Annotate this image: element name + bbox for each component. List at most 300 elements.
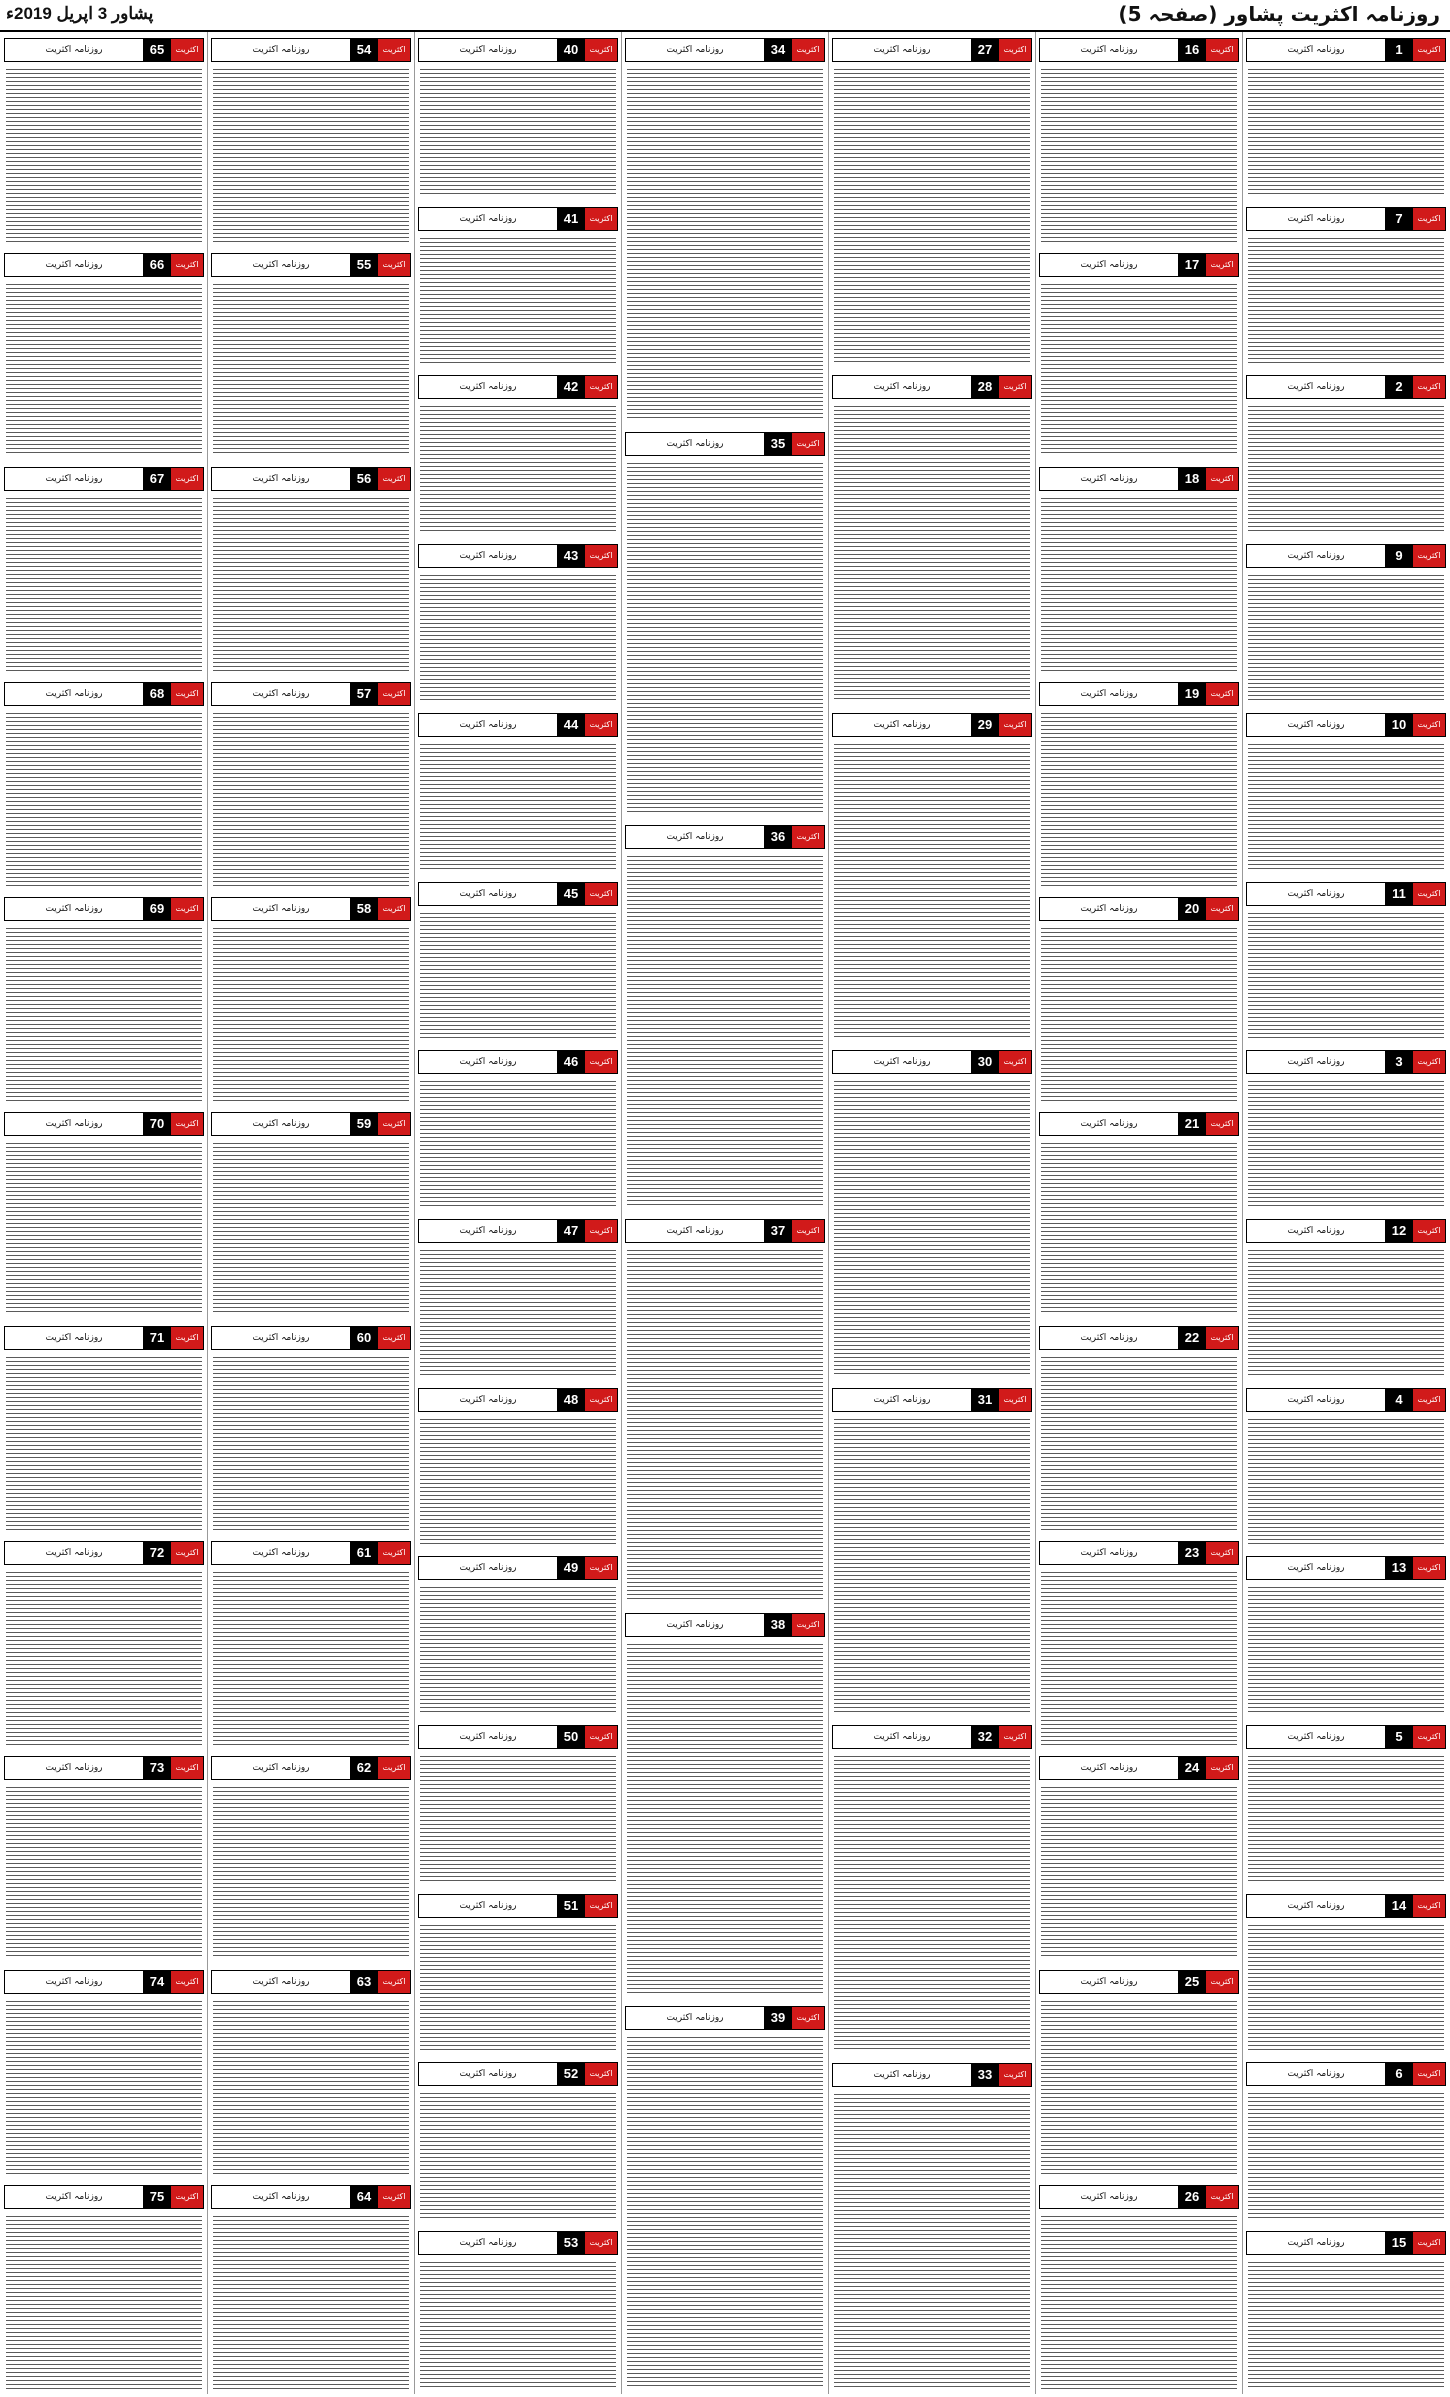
news-brief: [418, 1382, 618, 1551]
red-tag: اکثریت: [1413, 1220, 1445, 1242]
brief-number: 65: [143, 39, 171, 61]
red-tag: اکثریت: [792, 2007, 824, 2029]
news-brief: [4, 676, 204, 891]
news-brief: [418, 876, 618, 1045]
red-tag: اکثریت: [999, 1726, 1031, 1748]
red-tag: اکثریت: [585, 1220, 617, 1242]
news-brief: [1246, 1382, 1446, 1551]
brief-number: 14: [1385, 1895, 1413, 1917]
brief-number: 38: [764, 1614, 792, 1636]
brief-source-label: روزنامہ اکثریت: [873, 2069, 931, 2080]
red-tag: اکثریت: [171, 683, 203, 705]
brief-number: 32: [971, 1726, 999, 1748]
news-brief: [4, 1750, 204, 1965]
red-tag: اکثریت: [585, 2063, 617, 2085]
brief-header: [1246, 713, 1446, 737]
brief-number: 50: [557, 1726, 585, 1748]
red-tag: اکثریت: [1206, 2186, 1238, 2208]
news-brief: [418, 707, 618, 876]
brief-number: 11: [1385, 883, 1413, 905]
brief-number: 49: [557, 1557, 585, 1579]
brief-source-label: روزنامہ اکثریت: [1287, 1057, 1345, 1068]
red-tag: اکثریت: [1413, 883, 1445, 905]
brief-source-label: روزنامہ اکثریت: [1080, 45, 1138, 55]
brief-body-text: [834, 1419, 1030, 1714]
brief-body-text: [1248, 238, 1444, 365]
brief-number: 43: [557, 545, 585, 567]
brief-source-label: روزنامہ اکثریت: [459, 45, 517, 55]
brief-source-label: روزنامہ اکثریت: [666, 2013, 724, 2024]
brief-header: [1039, 897, 1239, 921]
brief-body-text: [1248, 406, 1444, 533]
brief-source-label: روزنامہ اکثریت: [873, 1394, 931, 1405]
red-tag: اکثریت: [1413, 2063, 1445, 2085]
brief-source-label: روزنامہ اکثریت: [252, 1548, 310, 1559]
news-brief: [1039, 1750, 1239, 1965]
brief-header: [1039, 467, 1239, 491]
brief-header: [625, 825, 825, 849]
brief-body-text: [1248, 1756, 1444, 1883]
brief-header: [4, 1326, 204, 1350]
brief-header: [418, 1219, 618, 1243]
news-brief: [1246, 2056, 1446, 2225]
red-tag: اکثریت: [171, 468, 203, 490]
red-tag: اکثریت: [999, 39, 1031, 61]
brief-header: [418, 38, 618, 62]
brief-header: [4, 467, 204, 491]
brief-number: 71: [143, 1327, 171, 1349]
red-tag: اکثریت: [792, 1614, 824, 1636]
brief-number: 6: [1385, 2063, 1413, 2085]
brief-header: [1246, 375, 1446, 399]
news-column: [418, 32, 618, 2394]
brief-body-text: [1248, 2093, 1444, 2220]
red-tag: اکثریت: [378, 1971, 410, 1993]
brief-header: [211, 682, 411, 706]
news-column: [1039, 32, 1239, 2394]
brief-source-label: روزنامہ اکثریت: [873, 45, 931, 55]
brief-header: [4, 1756, 204, 1780]
red-tag: اکثریت: [1413, 376, 1445, 398]
red-tag: اکثریت: [378, 39, 410, 61]
brief-body-text: [627, 69, 823, 421]
news-brief: [832, 1382, 1032, 1719]
red-tag: اکثریت: [1206, 898, 1238, 920]
red-tag: اکثریت: [1413, 39, 1445, 61]
brief-source-label: روزنامہ اکثریت: [45, 1118, 103, 1129]
brief-number: 26: [1178, 2186, 1206, 2208]
news-brief: [211, 1320, 411, 1535]
news-brief: [418, 201, 618, 370]
brief-source-label: روزنامہ اکثریت: [1287, 1563, 1345, 1574]
brief-header: [418, 882, 618, 906]
brief-source-label: روزنامہ اکثریت: [459, 1394, 517, 1405]
news-brief: [1246, 1550, 1446, 1719]
brief-number: 60: [350, 1327, 378, 1349]
news-brief: [4, 1535, 204, 1750]
brief-number: 63: [350, 1971, 378, 1993]
news-brief: [418, 1888, 618, 2057]
brief-number: 51: [557, 1895, 585, 1917]
brief-header: [1246, 1556, 1446, 1580]
brief-body-text: [1041, 284, 1237, 457]
brief-body-text: [420, 1587, 616, 1714]
brief-source-label: روزنامہ اکثریت: [1080, 1762, 1138, 1773]
brief-body-text: [627, 1250, 823, 1602]
brief-body-text: [1041, 1787, 1237, 1960]
red-tag: اکثریت: [171, 1971, 203, 1993]
red-tag: اکثریت: [1413, 1389, 1445, 1411]
brief-header: [1039, 38, 1239, 62]
brief-number: 2: [1385, 376, 1413, 398]
news-brief: [1246, 2225, 1446, 2394]
news-column: [4, 32, 204, 2394]
brief-number: 46: [557, 1051, 585, 1073]
brief-number: 70: [143, 1113, 171, 1135]
brief-source-label: روزنامہ اکثریت: [1080, 903, 1138, 914]
news-brief: [1246, 876, 1446, 1045]
brief-source-label: روزنامہ اکثریت: [459, 1057, 517, 1068]
brief-number: 61: [350, 1542, 378, 1564]
red-tag: اکثریت: [171, 1542, 203, 1564]
brief-source-label: روزنامہ اکثریت: [459, 551, 517, 562]
red-tag: اکثریت: [585, 1895, 617, 1917]
brief-source-label: روزنامہ اکثریت: [252, 474, 310, 485]
brief-source-label: روزنامہ اکثریت: [666, 1225, 724, 1236]
brief-header: [1039, 1112, 1239, 1136]
brief-number: 66: [143, 254, 171, 276]
brief-number: 21: [1178, 1113, 1206, 1135]
brief-number: 75: [143, 2186, 171, 2208]
brief-body-text: [213, 928, 409, 1101]
brief-header: [832, 1050, 1032, 1074]
brief-number: 44: [557, 714, 585, 736]
red-tag: اکثریت: [585, 39, 617, 61]
brief-header: [418, 544, 618, 568]
news-brief: [4, 1106, 204, 1321]
brief-header: [211, 1112, 411, 1136]
brief-source-label: روزنامہ اکثریت: [45, 1762, 103, 1773]
brief-source-label: روزنامہ اکثریت: [252, 1118, 310, 1129]
brief-body-text: [420, 1756, 616, 1883]
brief-source-label: روزنامہ اکثریت: [45, 2192, 103, 2203]
brief-body-text: [420, 2262, 616, 2389]
brief-source-label: روزنامہ اکثریت: [252, 903, 310, 914]
brief-source-label: روزنامہ اکثریت: [459, 1900, 517, 1911]
brief-number: 10: [1385, 714, 1413, 736]
brief-number: 22: [1178, 1327, 1206, 1349]
brief-number: 64: [350, 2186, 378, 2208]
news-brief: [211, 2179, 411, 2394]
brief-body-text: [1248, 913, 1444, 1040]
news-brief: [1246, 1213, 1446, 1382]
brief-source-label: روزنامہ اکثریت: [1287, 1394, 1345, 1405]
news-column: [625, 32, 825, 2394]
brief-number: 36: [764, 826, 792, 848]
brief-source-label: روزنامہ اکثریت: [1080, 1118, 1138, 1129]
brief-source-label: روزنامہ اکثریت: [45, 474, 103, 485]
brief-number: 45: [557, 883, 585, 905]
brief-number: 58: [350, 898, 378, 920]
red-tag: اکثریت: [585, 883, 617, 905]
news-brief: [211, 247, 411, 462]
brief-header: [832, 2063, 1032, 2087]
brief-body-text: [213, 2001, 409, 2174]
brief-header: [4, 897, 204, 921]
red-tag: اکثریت: [378, 1757, 410, 1779]
brief-number: 72: [143, 1542, 171, 1564]
brief-body-text: [1041, 928, 1237, 1101]
brief-body-text: [1041, 1143, 1237, 1316]
news-brief: [211, 676, 411, 891]
news-brief: [4, 1320, 204, 1535]
column-rule: [207, 32, 208, 2394]
news-brief: [625, 426, 825, 820]
brief-number: 30: [971, 1051, 999, 1073]
brief-body-text: [834, 1756, 1030, 2051]
red-tag: اکثریت: [585, 208, 617, 230]
brief-header: [211, 467, 411, 491]
red-tag: اکثریت: [1413, 545, 1445, 567]
brief-source-label: روزنامہ اکثریت: [459, 1225, 517, 1236]
brief-header: [832, 375, 1032, 399]
brief-number: 57: [350, 683, 378, 705]
news-brief: [625, 819, 825, 1213]
news-brief: [1039, 1106, 1239, 1321]
brief-body-text: [1248, 575, 1444, 702]
brief-header: [211, 897, 411, 921]
news-brief: [1039, 1535, 1239, 1750]
brief-body-text: [6, 1572, 202, 1745]
red-tag: اکثریت: [1206, 468, 1238, 490]
red-tag: اکثریت: [378, 468, 410, 490]
brief-number: 59: [350, 1113, 378, 1135]
brief-source-label: روزنامہ اکثریت: [459, 2238, 517, 2249]
brief-number: 56: [350, 468, 378, 490]
brief-number: 74: [143, 1971, 171, 1993]
brief-header: [4, 2185, 204, 2209]
red-tag: اکثریت: [792, 826, 824, 848]
news-brief: [1039, 676, 1239, 891]
red-tag: اکثریت: [585, 1389, 617, 1411]
red-tag: اکثریت: [585, 545, 617, 567]
news-brief: [625, 2000, 825, 2394]
brief-header: [1246, 38, 1446, 62]
red-tag: اکثریت: [585, 376, 617, 398]
brief-header: [1039, 253, 1239, 277]
brief-header: [211, 2185, 411, 2209]
brief-number: 35: [764, 433, 792, 455]
brief-body-text: [6, 713, 202, 886]
brief-number: 67: [143, 468, 171, 490]
brief-body-text: [627, 856, 823, 1208]
brief-body-text: [6, 1787, 202, 1960]
brief-body-text: [213, 1787, 409, 1960]
red-tag: اکثریت: [1206, 1327, 1238, 1349]
news-brief: [1039, 247, 1239, 462]
news-brief: [832, 707, 1032, 1044]
red-tag: اکثریت: [585, 1557, 617, 1579]
brief-header: [625, 2006, 825, 2030]
brief-body-text: [6, 1143, 202, 1316]
brief-body-text: [6, 1357, 202, 1530]
brief-source-label: روزنامہ اکثریت: [1287, 382, 1345, 393]
brief-body-text: [420, 406, 616, 533]
news-brief: [4, 1964, 204, 2179]
brief-number: 33: [971, 2064, 999, 2086]
brief-number: 73: [143, 1757, 171, 1779]
news-brief: [1246, 538, 1446, 707]
brief-source-label: روزنامہ اکثریت: [873, 719, 931, 730]
brief-source-label: روزنامہ اکثریت: [873, 382, 931, 393]
news-brief: [1246, 707, 1446, 876]
brief-header: [418, 1388, 618, 1412]
brief-source-label: روزنامہ اکثریت: [1287, 1225, 1345, 1236]
brief-number: 52: [557, 2063, 585, 2085]
red-tag: اکثریت: [171, 254, 203, 276]
red-tag: اکثریت: [999, 1389, 1031, 1411]
brief-source-label: روزنامہ اکثریت: [459, 719, 517, 730]
red-tag: اکثریت: [792, 433, 824, 455]
brief-body-text: [1248, 744, 1444, 871]
brief-body-text: [420, 1925, 616, 2052]
brief-header: [4, 1541, 204, 1565]
news-brief: [418, 1044, 618, 1213]
brief-source-label: روزنامہ اکثریت: [252, 45, 310, 55]
news-brief: [418, 1213, 618, 1382]
red-tag: اکثریت: [378, 2186, 410, 2208]
brief-body-text: [6, 284, 202, 457]
brief-body-text: [420, 69, 616, 196]
brief-body-text: [420, 744, 616, 871]
brief-source-label: روزنامہ اکثریت: [873, 1057, 931, 1068]
news-brief: [211, 461, 411, 676]
brief-header: [418, 375, 618, 399]
brief-header: [1246, 2062, 1446, 2086]
brief-body-text: [627, 2037, 823, 2389]
news-brief: [211, 1535, 411, 1750]
brief-source-label: روزنامہ اکثریت: [666, 832, 724, 843]
brief-header: [418, 1725, 618, 1749]
brief-body-text: [1041, 713, 1237, 886]
brief-header: [1039, 1756, 1239, 1780]
brief-number: 18: [1178, 468, 1206, 490]
brief-number: 47: [557, 1220, 585, 1242]
brief-source-label: روزنامہ اکثریت: [459, 1563, 517, 1574]
brief-header: [211, 1970, 411, 1994]
brief-header: [832, 1388, 1032, 1412]
brief-header: [1246, 882, 1446, 906]
news-brief: [418, 32, 618, 201]
brief-number: 16: [1178, 39, 1206, 61]
brief-source-label: روزنامہ اکثریت: [1287, 213, 1345, 224]
red-tag: اکثریت: [1206, 1542, 1238, 1564]
brief-source-label: روزنامہ اکثریت: [45, 259, 103, 270]
brief-body-text: [834, 744, 1030, 1039]
red-tag: اکثریت: [171, 39, 203, 61]
brief-source-label: روزنامہ اکثریت: [666, 1619, 724, 1630]
brief-header: [211, 38, 411, 62]
brief-body-text: [627, 463, 823, 815]
brief-body-text: [213, 284, 409, 457]
brief-body-text: [1041, 2001, 1237, 2174]
brief-header: [625, 38, 825, 62]
news-brief: [1246, 1719, 1446, 1888]
news-brief: [1039, 32, 1239, 247]
masthead: [0, 0, 1450, 32]
brief-source-label: روزنامہ اکثریت: [459, 2069, 517, 2080]
red-tag: اکثریت: [1206, 1757, 1238, 1779]
brief-header: [211, 253, 411, 277]
brief-number: 42: [557, 376, 585, 398]
brief-number: 1: [1385, 39, 1413, 61]
brief-header: [1039, 682, 1239, 706]
column-rule: [828, 32, 829, 2394]
brief-number: 62: [350, 1757, 378, 1779]
brief-number: 25: [1178, 1971, 1206, 1993]
brief-body-text: [420, 575, 616, 702]
news-brief: [4, 2179, 204, 2394]
red-tag: اکثریت: [378, 254, 410, 276]
red-tag: اکثریت: [999, 376, 1031, 398]
column-rule: [1242, 32, 1243, 2394]
brief-header: [1246, 1219, 1446, 1243]
brief-number: 55: [350, 254, 378, 276]
brief-body-text: [1248, 1587, 1444, 1714]
brief-header: [418, 1556, 618, 1580]
brief-body-text: [834, 406, 1030, 701]
brief-source-label: روزنامہ اکثریت: [1080, 1977, 1138, 1988]
brief-body-text: [6, 498, 202, 671]
brief-source-label: روزنامہ اکثریت: [1080, 259, 1138, 270]
brief-number: 48: [557, 1389, 585, 1411]
brief-source-label: روزنامہ اکثریت: [459, 888, 517, 899]
brief-body-text: [6, 2001, 202, 2174]
brief-body-text: [420, 913, 616, 1040]
brief-body-text: [213, 1143, 409, 1316]
news-column: [832, 32, 1032, 2394]
news-brief: [1246, 32, 1446, 201]
brief-source-label: روزنامہ اکثریت: [45, 1977, 103, 1988]
brief-header: [418, 1050, 618, 1074]
brief-number: 24: [1178, 1757, 1206, 1779]
brief-header: [418, 2062, 618, 2086]
news-brief: [418, 1719, 618, 1888]
brief-number: 37: [764, 1220, 792, 1242]
news-brief: [211, 1964, 411, 2179]
brief-source-label: روزنامہ اکثریت: [1287, 719, 1345, 730]
news-brief: [1246, 1888, 1446, 2057]
red-tag: اکثریت: [171, 898, 203, 920]
brief-source-label: روزنامہ اکثریت: [1080, 689, 1138, 700]
brief-header: [1246, 1050, 1446, 1074]
news-brief: [625, 1213, 825, 1607]
red-tag: اکثریت: [1413, 208, 1445, 230]
red-tag: اکثریت: [1413, 1726, 1445, 1748]
red-tag: اکثریت: [171, 1757, 203, 1779]
brief-number: 41: [557, 208, 585, 230]
news-brief: [1246, 369, 1446, 538]
brief-source-label: روزنامہ اکثریت: [252, 2192, 310, 2203]
brief-body-text: [1041, 1572, 1237, 1745]
brief-source-label: روزنامہ اکثریت: [1287, 888, 1345, 899]
brief-header: [418, 713, 618, 737]
red-tag: اکثریت: [1206, 39, 1238, 61]
brief-body-text: [213, 2216, 409, 2389]
brief-header: [1246, 1894, 1446, 1918]
brief-header: [418, 2231, 618, 2255]
news-brief: [1039, 1320, 1239, 1535]
